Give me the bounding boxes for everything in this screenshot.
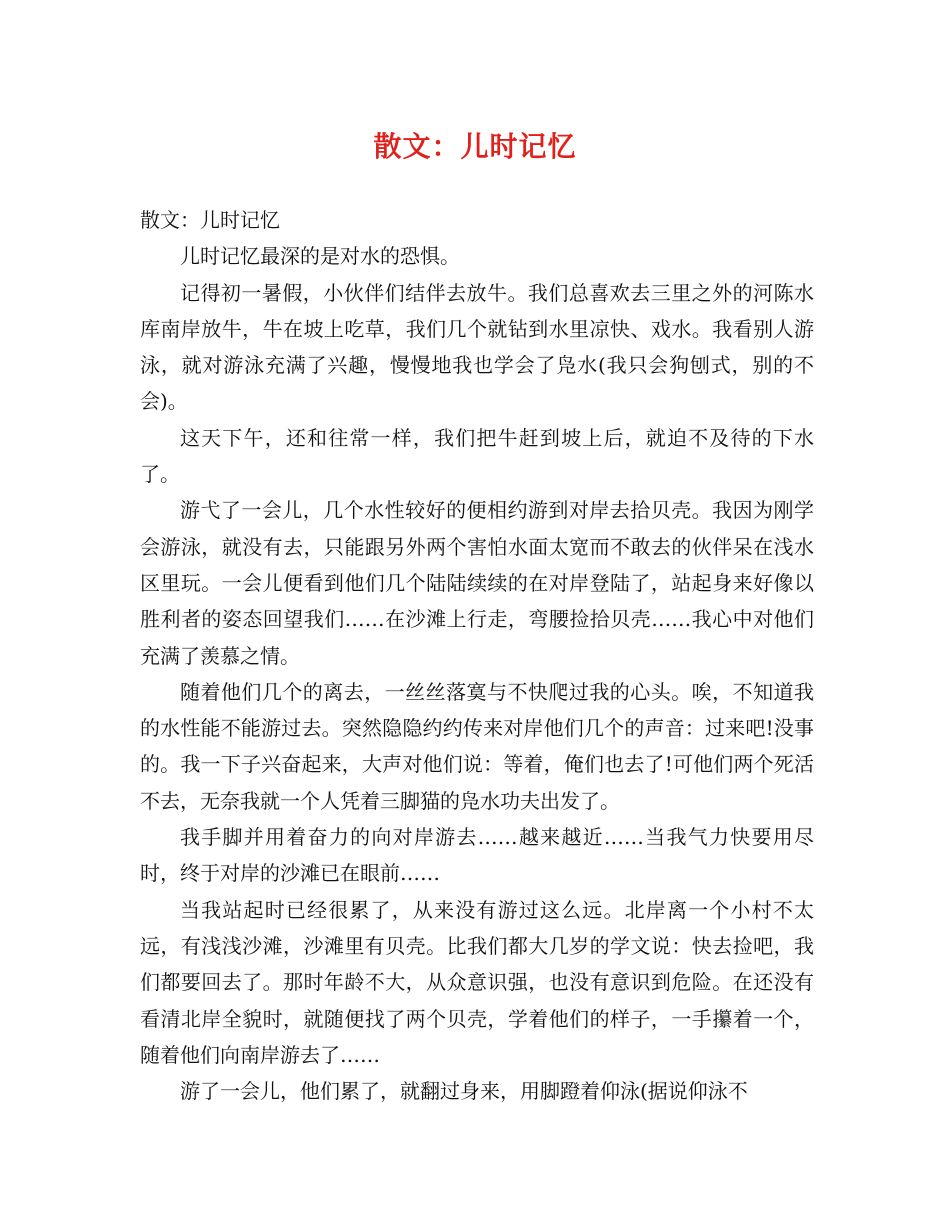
paragraph-5: 随着他们几个的离去，一丝丝落寞与不快爬过我的心头。唉，不知道我的水性能不能游过去。突然隐隐约约传来对岸他们几个的声音：过来吧!没事的。我一下子兴奋起来，大声对他们说：等着，俺们也去了!可他们两个死活不去，无奈我就一个人凭着三脚猫的凫水功夫出发了。 [140, 679, 814, 813]
paragraph-7: 当我站起时已经很累了，从来没有游过这么远。北岸离一个小村不太远，有浅浅沙滩，沙滩里有贝壳。比我们都大几岁的学文说：快去捡吧，我们都要回去了。那时年龄不大，从众意识强，也没有意识到危险。在还没有看清北岸全貌时，就随便找了两个贝壳，学着他们的样子，一手攥着一个，随着他们向南岸游去了…… [140, 897, 814, 1067]
paragraph-3: 这天下午，还和往常一样，我们把牛赶到坡上后，就迫不及待的下水了。 [140, 425, 814, 487]
paragraph-2: 记得初一暑假，小伙伴们结伴去放牛。我们总喜欢去三里之外的河陈水库南岸放牛，牛在坡上吃草，我们几个就钻到水里凉快、戏水。我看别人游泳，就对游泳充满了兴趣，慢慢地我也学会了凫水(我只会狗刨式，别的不会)。 [140, 280, 814, 414]
paragraph-8: 游了一会儿，他们累了，就翻过身来，用脚蹬着仰泳(据说仰泳不 [180, 1079, 748, 1104]
paragraph-6: 我手脚并用着奋力的向对岸游去……越来越近……当我气力快要用尽时，终于对岸的沙滩已在眼前…… [140, 825, 814, 886]
paragraph-1: 儿时记忆最深的是对水的恐惧。 [180, 244, 460, 269]
document-body [140, 202, 814, 1109]
document-title: 散文：儿时记忆 [373, 130, 577, 163]
document-heading: 散文：儿时记忆 [140, 208, 280, 232]
paragraph-4: 游弋了一会儿，几个水性较好的便相约游到对岸去拾贝壳。我因为刚学会游泳，就没有去，只能跟另外两个害怕水面太宽而不敢去的伙伴呆在浅水区里玩。一会儿便看到他们几个陆陆续续的在对岸登陆了，站起身来好像以胜利者的姿态回望我们……在沙滩上行走，弯腰捡拾贝壳……我心中对他们充满了羡慕之情。 [140, 498, 814, 668]
